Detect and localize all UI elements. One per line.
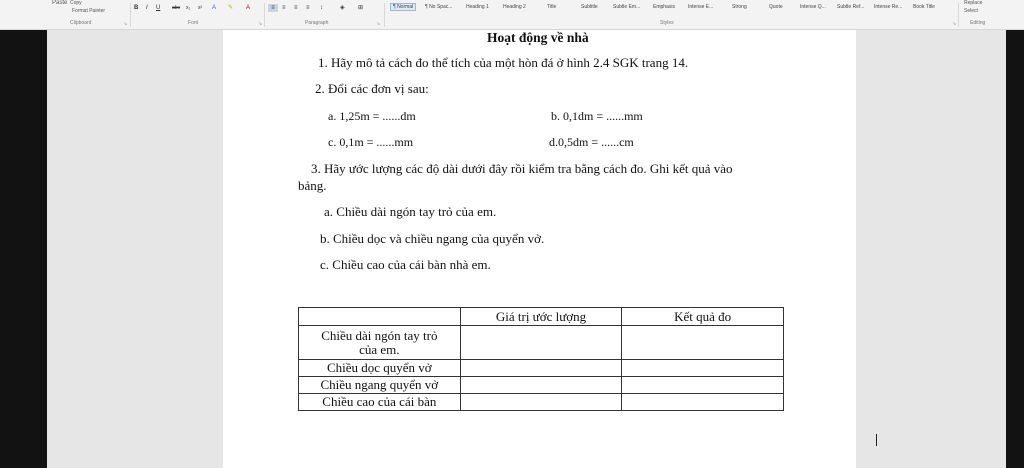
separator [264,3,265,27]
table-cell-line: Chiều dài ngón tay trỏ [321,327,438,343]
table-cell[interactable] [460,394,622,411]
style-emphasis[interactable]: Emphasis [653,4,675,10]
table-cell[interactable] [460,360,622,377]
clipboard-group-label: Clipboard [70,20,92,26]
question-3-line-2: bảng. [298,178,327,193]
style-title[interactable]: Title [547,4,557,10]
right-gutter [1006,30,1024,468]
superscript-button[interactable]: x² [198,5,203,11]
table-header-cell[interactable]: Kết quả đo [622,308,784,326]
table-row [299,377,784,394]
table-header-cell[interactable] [299,308,461,326]
strikethrough-button[interactable]: abc [172,5,181,11]
style-intense-emphasis[interactable]: Intense E... [688,4,714,10]
copy-button[interactable]: Copy [70,0,82,6]
subscript-button[interactable]: x₂ [186,5,191,11]
highlight-icon[interactable]: ✎ [228,5,234,11]
table-cell[interactable] [622,377,784,394]
ribbon [0,0,1024,30]
style-subtle-emphasis[interactable]: Subtle Em... [613,4,641,10]
justify-icon[interactable]: ≡ [306,5,310,11]
bold-button[interactable]: B [134,5,139,11]
table-cell[interactable] [460,377,622,394]
line-spacing-icon[interactable]: ↕ [320,5,323,11]
table-header-row [299,308,784,326]
table-row [299,326,784,360]
font-color-icon[interactable]: A [246,5,251,11]
font-launcher-icon[interactable]: ↘ [258,21,263,27]
format-painter-button[interactable]: Format Painter [72,8,106,14]
measurement-table [298,307,784,411]
table-cell[interactable]: Chiều dọc quyển vở [299,360,461,377]
text-cursor [876,434,877,446]
align-right-icon[interactable]: ≡ [294,5,298,11]
table-cell[interactable]: Chiều ngang quyển vở [299,377,461,394]
style-no-spacing[interactable]: ¶ No Spac... [425,4,453,10]
align-center-icon[interactable]: ≡ [282,5,286,11]
style-book-title[interactable]: Book Title [913,4,935,10]
question-2b: b. 0,1dm = ......mm [551,109,643,123]
style-subtle-reference[interactable]: Subtle Ref... [837,4,865,10]
style-quote[interactable]: Quote [769,4,783,10]
paragraph-group-label: Paragraph [305,20,329,26]
page-title: Hoạt động về nhà [487,30,589,45]
question-2a: a. 1,25m = ......dm [328,109,416,123]
table-cell[interactable] [622,360,784,377]
italic-button[interactable]: I [146,5,148,11]
style-subtitle[interactable]: Subtitle [581,4,598,10]
question-3b: b. Chiều dọc và chiều ngang của quyển vở. [320,231,545,246]
style-heading-2[interactable]: Heading 2 [503,4,526,10]
separator [958,3,959,27]
style-normal[interactable]: ¶ Normal [390,3,416,11]
clipboard-launcher-icon[interactable]: ↘ [123,21,128,27]
table-cell[interactable] [622,326,784,360]
paragraph-launcher-icon[interactable]: ↘ [376,21,381,27]
question-1: 1. Hãy mô tả cách đo thể tích của một hòn đá ở hình 2.4 SGK trang 14. [318,55,689,70]
question-3-line-1: 3. Hãy ước lượng các độ dài dưới đây rồi kiểm tra bằng cách đo. Ghi kết quả vào [311,161,733,176]
question-2d: d.0,5dm = ......cm [549,135,634,149]
table-cell[interactable]: Chiều cao của cái bàn [299,394,461,411]
separator [130,3,131,27]
text-effects-icon[interactable]: A [212,5,217,11]
question-3a: a. Chiều dài ngón tay trỏ của em. [324,204,497,219]
align-left-icon[interactable]: ≡ [268,4,278,12]
styles-launcher-icon[interactable]: ↘ [952,21,957,27]
question-2c: c. 0,1m = ......mm [328,135,414,149]
table-row [299,360,784,377]
table-row [299,394,784,411]
table-cell[interactable] [460,326,622,360]
editing-group-label: Editing [970,20,986,26]
table-cell[interactable] [622,394,784,411]
shading-icon[interactable]: ◈ [340,5,345,11]
underline-button[interactable]: U [156,5,161,11]
paste-button[interactable]: Paste [52,0,68,6]
select-button[interactable]: Select [964,8,978,14]
style-intense-quote[interactable]: Intense Q... [800,4,826,10]
question-2: 2. Đổi các đơn vị sau: [315,81,429,96]
style-heading-1[interactable]: Heading 1 [466,4,489,10]
style-strong[interactable]: Strong [732,4,747,10]
table-header-cell[interactable]: Giá trị ước lượng [460,308,622,326]
font-group-label: Font [188,20,199,26]
styles-group-label: Styles [660,20,674,26]
separator [384,3,385,27]
table-cell-line: của em. [359,341,400,357]
left-gutter [0,30,47,468]
style-intense-reference[interactable]: Intense Re... [874,4,903,10]
table-cell[interactable] [299,326,461,360]
question-3c: c. Chiều cao của cái bàn nhà em. [320,257,491,272]
replace-button[interactable]: Replace [964,0,983,6]
borders-icon[interactable]: ⊞ [358,5,364,11]
